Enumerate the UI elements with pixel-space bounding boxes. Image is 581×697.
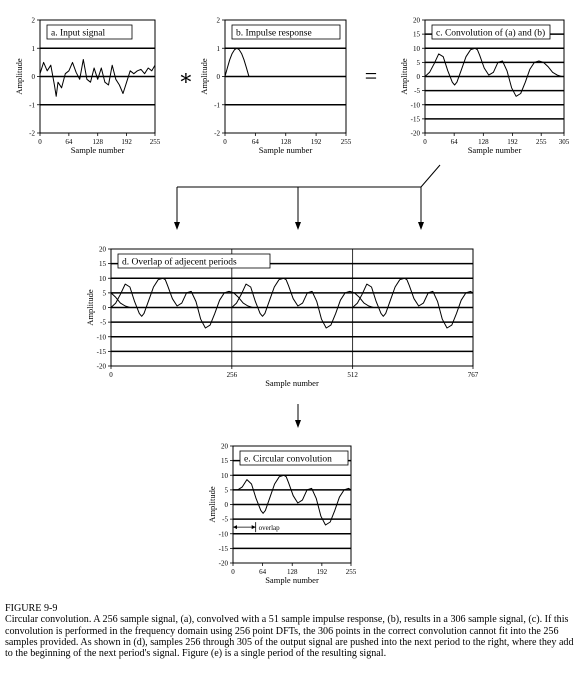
equals-operator: =	[364, 63, 378, 88]
overlap-label: overlap	[258, 524, 280, 533]
x-tick-label: 255	[340, 138, 352, 146]
x-tick-label: 64	[450, 138, 458, 146]
y-tick-label: 2	[31, 16, 35, 25]
x-tick-label: 0	[231, 568, 235, 576]
chart-d	[85, 246, 479, 389]
flow-arrow-head	[295, 420, 301, 428]
y-tick-label: 10	[221, 471, 228, 480]
y-tick-label: -20	[410, 129, 420, 138]
y-tick-label: 20	[413, 16, 420, 25]
x-tick-label: 0	[223, 138, 227, 146]
y-axis-label: Amplitude	[85, 289, 95, 326]
flow-arrows	[174, 165, 440, 428]
x-tick-label: 128	[280, 138, 291, 146]
x-tick-label: 192	[316, 568, 328, 576]
x-tick-label: 0	[423, 138, 427, 146]
x-tick-label: 64	[251, 138, 259, 146]
y-tick-label: 0	[102, 304, 106, 312]
x-axis-label: Sample number	[258, 145, 313, 155]
chart-title-box	[47, 25, 132, 39]
y-tick-label: 0	[216, 73, 220, 81]
y-tick-label: -1	[214, 101, 220, 110]
chart-title-box	[232, 25, 340, 39]
x-tick-label: 128	[286, 568, 298, 576]
y-tick-label: 5	[416, 58, 420, 67]
x-tick-label: 255	[535, 138, 547, 146]
data-line	[111, 278, 255, 328]
flow-arrow-head	[418, 222, 424, 230]
y-tick-label: 10	[413, 44, 420, 53]
x-axis-label: Sample number	[70, 145, 125, 155]
chart-title: e. Circular convolution	[244, 454, 332, 465]
x-tick-label: 192	[310, 138, 322, 146]
y-tick-label: 1	[31, 44, 35, 53]
x-axis-label: Sample number	[265, 575, 319, 585]
y-axis-label: Amplitude	[399, 58, 409, 95]
y-tick-label: 15	[413, 30, 420, 39]
x-axis-label: Sample number	[265, 378, 319, 388]
y-tick-label: 20	[221, 442, 228, 451]
x-tick-label: 192	[121, 138, 132, 146]
x-tick-label: 64	[65, 138, 73, 146]
y-tick-label: 1	[216, 44, 220, 53]
y-tick-label: -10	[410, 101, 420, 110]
x-axis-label: Sample number	[467, 145, 522, 155]
y-axis-label: Amplitude	[14, 58, 24, 95]
data-line	[233, 475, 351, 525]
x-tick-label: 767	[467, 371, 479, 379]
y-axis-label: Amplitude	[207, 486, 217, 523]
convolve-operator: ∗	[178, 65, 194, 90]
data-line	[353, 278, 473, 328]
y-tick-label: 5	[224, 486, 228, 495]
y-tick-label: -5	[414, 87, 420, 96]
y-tick-label: -15	[96, 347, 106, 356]
data-line	[225, 48, 346, 76]
chart-title-box	[240, 451, 348, 465]
overlap-arrow-right	[252, 525, 256, 529]
caption-text: Circular convolution. A 256 sample signal, (a), convolved with a 51 sample impulse response, (b), results in a 306 sample signal, (c). If this convolution is performed in the frequency domain using 256 point DFTs, the 306 points in the correct convolution cannot fit into the 256 samples provided. As shown in (d), samples 256 through 305 of the output signal are pushed into the next period to the right, where they add to the beginning of the next period's signal. Figure (e) is a single period of the resulting signal.	[5, 614, 574, 660]
y-tick-label: 0	[31, 73, 35, 81]
y-tick-label: 0	[224, 501, 228, 509]
chart-b	[199, 17, 352, 156]
x-tick-label: 64	[259, 568, 267, 576]
flow-connector	[421, 165, 440, 187]
y-tick-label: -2	[29, 129, 35, 138]
x-tick-label: 0	[38, 138, 42, 146]
x-tick-label: 256	[226, 371, 238, 379]
chart-title: d. Overlap of adjecent periods	[122, 257, 237, 268]
flow-arrow-head	[174, 222, 180, 230]
y-tick-label: -1	[29, 101, 35, 110]
chart-title: b. Impulse response	[236, 28, 312, 39]
chart-title-box	[432, 25, 550, 39]
chart-title-box	[118, 254, 270, 268]
y-tick-label: -5	[100, 318, 106, 327]
data-line	[425, 48, 564, 96]
chart-e	[207, 443, 357, 586]
chart-a	[14, 17, 161, 156]
chart-c	[399, 17, 570, 156]
x-tick-label: 192	[507, 138, 518, 146]
flow-arrow-head	[295, 222, 301, 230]
y-tick-label: -2	[214, 129, 220, 138]
chart-title: a. Input signal	[51, 28, 106, 39]
figure-caption	[5, 603, 577, 659]
x-tick-label: 255	[149, 138, 161, 146]
x-tick-label: 0	[109, 371, 113, 379]
y-tick-label: -10	[96, 333, 106, 342]
y-tick-label: -20	[96, 362, 106, 371]
x-tick-label: 512	[347, 371, 358, 379]
y-tick-label: 10	[99, 274, 106, 283]
x-tick-label: 305	[558, 138, 570, 146]
x-tick-label: 255	[345, 568, 357, 576]
y-tick-label: 5	[102, 289, 106, 298]
data-line	[111, 293, 134, 308]
y-tick-label: -5	[222, 515, 228, 524]
x-tick-label: 128	[92, 138, 103, 146]
y-tick-label: 20	[99, 245, 106, 254]
chart-title: c. Convolution of (a) and (b)	[436, 28, 546, 39]
y-tick-label: 15	[99, 260, 106, 269]
y-tick-label: -15	[218, 544, 228, 553]
y-tick-label: -15	[410, 115, 420, 124]
y-tick-label: 15	[221, 457, 228, 466]
y-tick-label: 2	[216, 16, 220, 25]
y-axis-label: Amplitude	[199, 58, 209, 95]
figure-number: FIGURE 9-9	[5, 603, 58, 614]
x-tick-label: 128	[478, 138, 489, 146]
y-tick-label: -10	[218, 530, 228, 539]
y-tick-label: 0	[416, 73, 420, 81]
data-line	[40, 60, 155, 97]
data-line	[232, 278, 376, 328]
overlap-arrow-left	[233, 525, 237, 529]
y-tick-label: -20	[218, 559, 228, 568]
